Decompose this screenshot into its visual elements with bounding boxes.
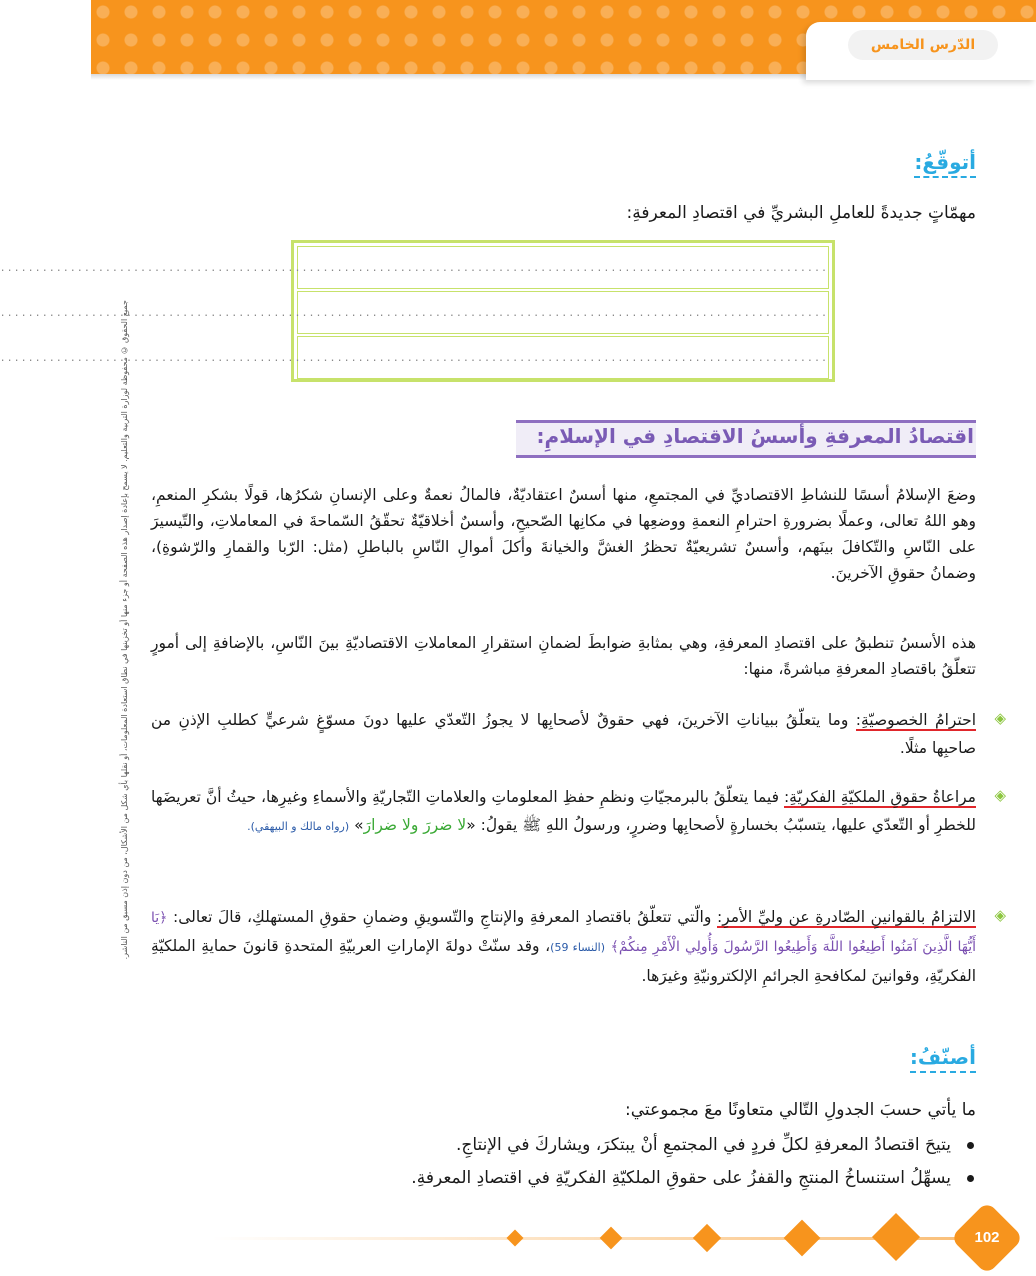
quran-reference: (النساء 59) xyxy=(550,941,606,954)
classify-item-text: يسهِّلُ استنساخُ المنتجِ والقفزُ على حقوقِ الملكيّةِ الفكريّةِ في اقتصادِ المعرفةِ. xyxy=(411,1168,951,1188)
bullet-text-after: ، وقد سنّتْ دولةَ الإماراتِ العربيّةِ المتحدةِ قانونَ حمايةِ الملكيّةِ الفكريّةِ، وقوانينَ لمكافحةِ الجرائمِ الإلكترونيّةِ وغيرَها. xyxy=(151,937,976,985)
bullet-text-after: » xyxy=(349,816,364,834)
bullet-term: الالتزامُ بالقوانينِ الصّادرةِ عن وليِّ الأمرِ: xyxy=(717,908,976,926)
lesson-label: الدّرس الخامس xyxy=(848,30,998,60)
bullet-item xyxy=(151,783,1006,841)
footer-star-icon xyxy=(507,1230,524,1247)
answer-line[interactable]: ...................................................................................................................... xyxy=(297,246,829,289)
bullet-item xyxy=(151,706,1006,762)
side-copyright-text: جميع الحقوق © محفوظة لوزارة التربية والتعليم. لا يسمح بإعادة إصدار هذه الصفحة أو جزء منها أو تخزينها في نطاق استعادة المعلومات، أو نقلها بأي شكل من الأشكال، من دون إذن مسبق من الناشر. xyxy=(120,300,129,960)
footer-star-icon xyxy=(872,1213,920,1261)
quran-verse: ﴿يَا أَيُّهَا الَّذِينَ آمَنُوا أَطِيعُوا اللَّهَ وَأَطِيعُوا الرَّسُولَ وَأُولِي الْأَمْرِ مِنكُمْ﴾ xyxy=(151,910,976,955)
footer-line xyxy=(211,1237,971,1240)
expect-prompt: مهمّاتٍ جديدةً للعاملِ البشريِّ في اقتصادِ المعرفةِ: xyxy=(626,203,976,223)
answer-line[interactable]: ...................................................................................................................... xyxy=(297,291,829,334)
diamond-bullet-icon: ◈ xyxy=(994,906,1006,924)
answer-lines-box xyxy=(0,240,835,382)
classify-prompt: ما يأتي حسبَ الجدولِ التّالي متعاونًا معَ مجموعتي: xyxy=(625,1100,976,1120)
bullet-text: فيما يتعلّقُ بالبرمجيّاتِ ونظمِ حفظِ المعلوماتِ والعلاماتِ التّجاريّةِ والأسماءِ وغيرِها، حيثُ أنَّ تعريضَها للخطرِ أو التّعدّي عليها، يتسبّبُ بخسارةٍ لأصحابِها وضررٍ، ورسولُ اللهِ ﷺ يقولُ: « xyxy=(151,788,976,834)
hadith-reference: (رواه مالك و البيهقي). xyxy=(247,820,350,833)
bullet-item xyxy=(151,903,1006,990)
footer-star-icon xyxy=(600,1227,623,1250)
bullet-text: وما يتعلّقُ ببياناتِ الآخرينَ، فهي حقوقٌ لأصحابِها لا يجوزُ التّعدّي عليها دونَ مسوّغٍ شرعيٍّ كطلبِ الإذنِ من صاحبِها مثلًا. xyxy=(151,711,976,757)
hadith-text: لا ضررَ ولا ضرارَ xyxy=(363,816,467,834)
section-title: اقتصادُ المعرفةِ وأسسُ الاقتصادِ في الإسلامِ: xyxy=(536,424,974,448)
expect-heading-text: أتوقّعُ: xyxy=(914,150,976,178)
bullet-term: مراعاةُ حقوقِ الملكيّةِ الفكريّةِ: xyxy=(783,788,976,806)
page-number: 102 xyxy=(974,1229,1000,1246)
classify-item xyxy=(456,1135,974,1155)
bullet-text: والّتي تتعلّقُ باقتصادِ المعرفةِ والإنتاجِ والتّسويقِ وضمانِ حقوقِ المستهلكِ، قالَ تعالى: xyxy=(167,908,717,926)
footer-star-icon xyxy=(693,1224,721,1252)
answer-line[interactable]: ...................................................................................................................... xyxy=(297,336,829,379)
classify-item-text: يتيحَ اقتصادُ المعرفةِ لكلِّ فردٍ في المجتمعِ أنْ يبتكرَ، ويشاركَ في الإنتاجِ. xyxy=(455,1135,951,1155)
classify-item xyxy=(411,1168,974,1188)
paragraph: هذه الأسسُ تنطبقُ على اقتصادِ المعرفةِ، وهي بمثابةِ ضوابطَ لضمانِ استقرارِ المعاملاتِ الاقتصاديّةِ بينَ النّاسِ، بالإضافةِ إلى أمورٍ تتعلّقُ باقتصادِ المعرفةِ مباشرةً، منها: xyxy=(151,634,976,678)
classify-heading xyxy=(910,1045,976,1069)
bullet-dot-icon xyxy=(967,1142,974,1149)
classify-heading-text: أصنّفُ: xyxy=(910,1045,976,1073)
diamond-bullet-icon: ◈ xyxy=(994,709,1006,727)
footer-star-icon xyxy=(784,1220,821,1257)
paragraph: وضعَ الإسلامُ أسسًا للنشاطِ الاقتصاديِّ في المجتمعِ، منها أسسٌ اعتقاديّةٌ، فالمالُ نعمةٌ وعلى الإنسانِ شكرُها، قولًا بشكرِ المنعمِ، وهو اللهُ تعالى، وعملًا بضرورةِ احترامِ النعمةِ ووضعِها في مكانِها الصّحيحِ، وأسسٌ أخلاقيّةٌ تحقّقُ السّماحةَ في المعاملاتِ، والتّيسيرَ على النّاسِ والتّكافلَ بينَهم، وأسسٌ تشريعيّةٌ تحظرُ الغشَّ والخيانةَ وأكلَ أموالِ النّاسِ بالباطلِ (مثل: الرّبا والقمارِ والرّشوةِ)، وضمانُ حقوقِ الآخرينَ. xyxy=(151,486,976,582)
bullet-dot-icon xyxy=(967,1175,974,1182)
expect-heading xyxy=(914,150,976,174)
side-copyright xyxy=(115,300,129,1000)
bullet-term: احترامُ الخصوصيّةِ: xyxy=(855,711,976,729)
diamond-bullet-icon: ◈ xyxy=(994,786,1006,804)
